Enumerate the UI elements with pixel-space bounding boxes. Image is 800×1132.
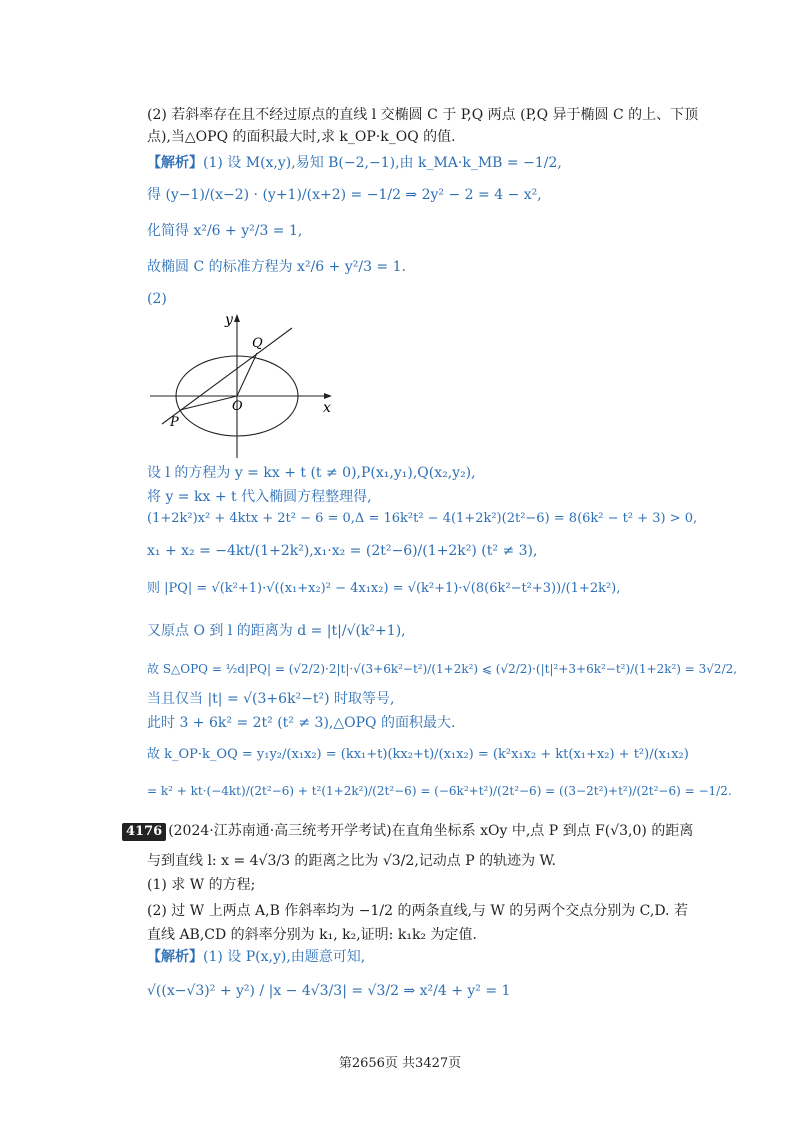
solution-tag: 【解析】 — [147, 155, 203, 171]
solution-line: 故椭圆 C 的标准方程为 x²/6 + y²/3 = 1. — [147, 259, 406, 275]
problem-4176-q2-line1: (2) 过 W 上两点 A,B 作斜率均为 −1/2 的两条直线,与 W 的另两个交点分别为 C,D. 若 — [147, 903, 688, 919]
solution-line — [147, 946, 365, 968]
problem-4176-line1 — [122, 820, 693, 842]
problem-4176-text: (2024·江苏南通·高三统考开学考试)在直角坐标系 xOy 中,点 P 到点 F(√3,0) 的距离 — [168, 823, 694, 839]
solution-line: 故 S△OPQ = ½d|PQ| = (√2/2)·2|t|·√(3+6k²−t²)/(1+2k²) ⩽ (√2/2)·(|t|²+3+6k²−t²)/(1+2k²) = 3√2/2, — [147, 662, 738, 676]
problem-part2-line2: 点),当△OPQ 的面积最大时,求 k_OP·k_OQ 的值. — [147, 129, 456, 145]
problem-4176-q1: (1) 求 W 的方程; — [147, 877, 256, 893]
solution-line: 得 (y−1)/(x−2) · (y+1)/(x+2) = −1/2 ⇒ 2y² − 2 = 4 − x², — [147, 187, 542, 203]
solution-line: x₁ + x₂ = −4kt/(1+2k²),x₁·x₂ = (2t²−6)/(1+2k²) (t² ≠ 3), — [147, 543, 538, 559]
problem-4176-line2: 与到直线 l: x = 4√3/3 的距离之比为 √3/2,记动点 P 的轨迹为 W. — [147, 853, 556, 869]
origin-label: O — [232, 399, 243, 414]
solution-line: 此时 3 + 6k² = 2t² (t² ≠ 3),△OPQ 的面积最大. — [147, 715, 456, 731]
solution-line: 故 k_OP·k_OQ = y₁y₂/(x₁x₂) = (kx₁+t)(kx₂+t)/(x₁x₂) = (k²x₁x₂ + kt(x₁+x₂) + t²)/(x₁x₂) — [147, 747, 689, 762]
solution-line: 又原点 O 到 l 的距离为 d = |t|/√(k²+1), — [147, 623, 406, 639]
problem-number-badge: 4176 — [122, 823, 166, 841]
solution-line: 设 l 的方程为 y = kx + t (t ≠ 0),P(x₁,y₁),Q(x₂,y₂), — [147, 465, 476, 481]
problem-4176-q2-line2: 直线 AB,CD 的斜率分别为 k₁, k₂,证明: k₁k₂ 为定值. — [147, 927, 477, 943]
y-axis-label: y — [225, 312, 233, 328]
solution-text: (1) 设 P(x,y),由题意可知, — [203, 949, 366, 965]
solution-line: 当且仅当 |t| = √(3+6k²−t²) 时取等号, — [147, 691, 395, 707]
solution-line: 化简得 x²/6 + y²/3 = 1, — [147, 223, 303, 239]
segment-oq — [237, 353, 257, 396]
page-footer: 第2656页 共3427页 — [338, 1056, 462, 1071]
point-q-label: Q — [252, 336, 263, 351]
solution-text: (1) 设 M(x,y),易知 B(−2,−1),由 k_MA·k_MB = −1/2, — [203, 155, 562, 171]
ellipse-diagram — [140, 308, 350, 468]
y-axis-arrow — [234, 314, 240, 322]
solution-tag: 【解析】 — [147, 949, 203, 965]
solution-line: 则 |PQ| = √(k²+1)·√((x₁+x₂)² − 4x₁x₂) = √(k²+1)·√(8(6k²−t²+3))/(1+2k²), — [147, 581, 621, 596]
point-p-label: P — [170, 415, 179, 430]
solution-line: (2) — [147, 291, 167, 307]
solution-line: = k² + kt·(−4kt)/(2t²−6) + t²(1+2k²)/(2t²−6) = (−6k²+t²)/(2t²−6) = ((3−2t²)+t²)/(2t²−6) = −1/2. — [147, 784, 732, 798]
problem-part2-line1: (2) 若斜率存在且不经过原点的直线 l 交椭圆 C 于 P,Q 两点 (P,Q 异于椭圆 C 的上、下顶 — [147, 107, 699, 123]
x-axis-label: x — [323, 400, 331, 416]
solution-line: (1+2k²)x² + 4ktx + 2t² − 6 = 0,Δ = 16k²t² − 4(1+2k²)(2t²−6) = 8(6k² − t² + 3) > 0, — [147, 511, 698, 526]
solution-line: √((x−√3)² + y²) / |x − 4√3/3| = √3/2 ⇒ x²/4 + y² = 1 — [147, 983, 511, 999]
solution-line: 将 y = kx + t 代入椭圆方程整理得, — [147, 489, 372, 505]
segment-op — [180, 396, 237, 410]
x-axis-arrow — [324, 393, 332, 399]
solution-line — [147, 152, 562, 174]
